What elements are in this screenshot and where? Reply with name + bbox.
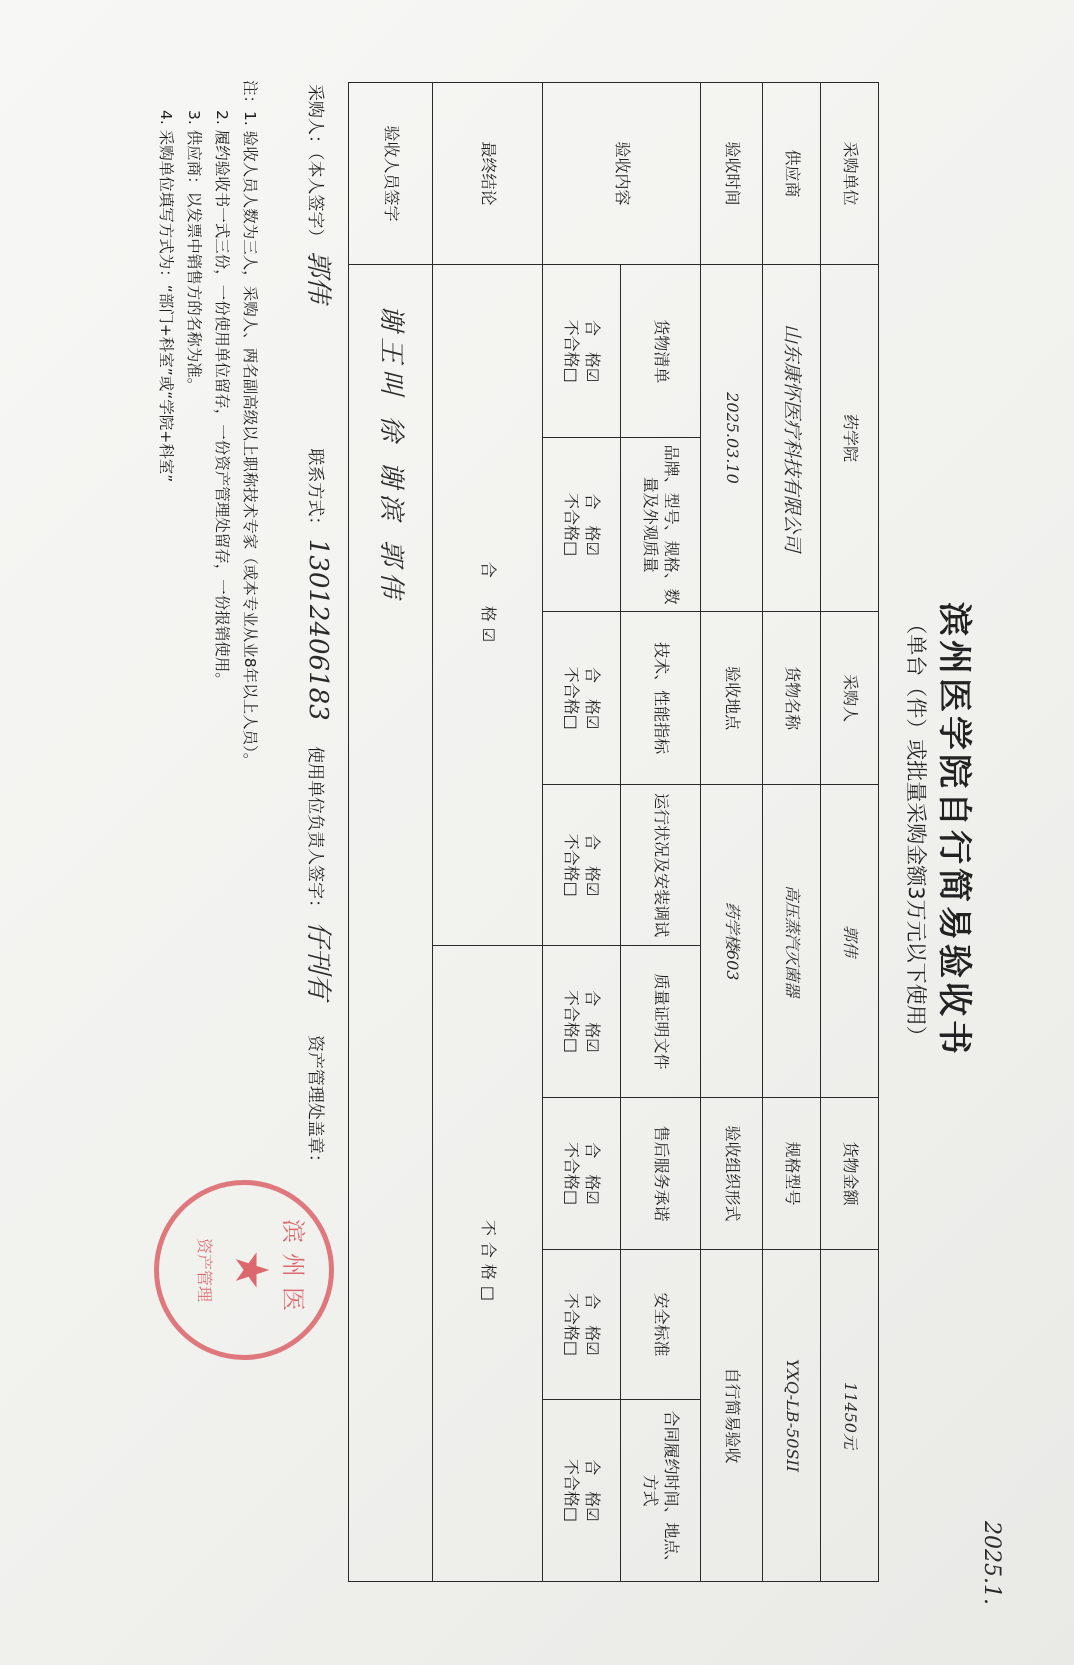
label-goods-name: 货物名称 — [763, 611, 821, 784]
label-inspector-sign: 验收人员签字 — [349, 83, 433, 265]
document-subtitle: （单台（件）或批量采购金额3万元以下使用） — [904, 613, 928, 1047]
label-accept-content: 验收内容 — [543, 83, 701, 265]
fail-checkbox: 不合格□ — [562, 989, 582, 1054]
label-goods-amount: 货物金额 — [821, 1097, 879, 1249]
row-supplier — [763, 83, 821, 1582]
label-accept-time: 验收时间 — [701, 83, 763, 265]
value-accept-place: 药学楼603 — [701, 785, 763, 1098]
content-item: 安全标准 — [621, 1250, 701, 1400]
pass-checkbox: 合 格☑ — [583, 1142, 603, 1205]
acceptance-table — [348, 82, 879, 1582]
corner-mark: 2025.1. — [979, 1521, 1004, 1605]
seal-label: 资产管理 — [195, 1237, 214, 1302]
content-item: 售后服务承诺 — [621, 1097, 701, 1249]
label-purchaser: 采购人 — [821, 611, 879, 784]
pass-checkbox: 合 格☑ — [583, 1293, 603, 1356]
result-cell — [543, 611, 621, 784]
value-purchaser: 郭伟 — [821, 785, 879, 1098]
notes — [152, 80, 264, 768]
result-cell — [543, 945, 621, 1097]
value-supplier: 山东康怀医疗科技有限公司 — [763, 265, 821, 612]
label-supplier: 供应商 — [763, 83, 821, 265]
label-contact: 联系方式： — [305, 448, 325, 534]
row-content-items — [621, 83, 701, 1582]
note-line: 2. 履约验收书一式三份，一份使用单位留存，一份资产管理处留存，一份报销使用。 — [213, 110, 231, 688]
fail-checkbox: 不合格□ — [562, 319, 582, 383]
note-line: 4. 采购单位填写方式为：“部门+科室”或“学院+科室” — [157, 110, 175, 483]
value-inspectors: 谢王叫 徐 谢滨 郭伟 — [349, 265, 433, 1582]
label-asset-stamp: 资产管理处盖章： — [305, 1034, 325, 1171]
row-content-results — [543, 83, 621, 1582]
value-accept-time: 2025.03.10 — [701, 265, 763, 612]
row-inspector-sign — [349, 83, 433, 1582]
pass-checkbox: 合 格☑ — [583, 666, 603, 730]
value-purchaser-signature: 郭伟 — [303, 250, 333, 303]
conclusion-pass: 合 格☑ — [433, 265, 543, 946]
fail-checkbox: 不合格□ — [562, 666, 582, 730]
note-line: 3. 供应商：以发票中销售方的名称为准。 — [185, 110, 203, 394]
pass-checkbox: 合 格☑ — [583, 833, 603, 897]
label-spec-model: 规格型号 — [763, 1097, 821, 1249]
fail-checkbox: 不合格□ — [562, 1292, 582, 1357]
seal-ring-text: 滨州医 — [279, 1219, 307, 1321]
row-purchase-unit — [821, 83, 879, 1582]
content-item: 货物清单 — [621, 265, 701, 438]
result-cell — [543, 265, 621, 438]
result-cell — [543, 438, 621, 611]
content-item: 技术、性能指标 — [621, 611, 701, 784]
fail-checkbox: 不合格□ — [562, 833, 582, 897]
value-goods-name: 高压蒸汽灭菌器 — [763, 785, 821, 1098]
content-item: 合同履约时间、地点、方式 — [621, 1399, 701, 1581]
value-contact-phone: 13012406183 — [303, 538, 333, 721]
value-accept-org-form: 自行简易验收 — [701, 1250, 763, 1582]
fail-checkbox: 不合格□ — [562, 493, 582, 557]
pass-checkbox: 合 格☑ — [583, 990, 603, 1053]
label-final-conclusion: 最终结论 — [433, 83, 543, 265]
row-final-conclusion — [433, 83, 543, 1582]
conclusion-fail: 不合格□ — [433, 945, 543, 1581]
value-goods-amount: 11450元 — [821, 1250, 879, 1582]
star-icon: ★ — [225, 1249, 279, 1291]
fail-checkbox: 不合格□ — [562, 1141, 582, 1206]
pass-checkbox: 合 格☑ — [583, 1459, 603, 1522]
content-item: 质量证明文件 — [621, 945, 701, 1097]
note-line: 注：1. 验收人员人数为三人，采购人、两名副高级以上职称技术专家（或本专业从业8年以上人员）。 — [241, 80, 259, 769]
pass-checkbox: 合 格☑ — [583, 493, 603, 556]
label-accept-place: 验收地点 — [701, 611, 763, 784]
row-accept-time — [701, 83, 763, 1582]
result-cell — [543, 1097, 621, 1249]
content-item: 运行状况及安装调试 — [621, 785, 701, 946]
result-cell — [543, 1250, 621, 1400]
label-unit-head-sign: 使用单位负责人签字： — [305, 746, 325, 917]
value-spec-model: YXQ-LB-50SII — [763, 1250, 821, 1582]
pass-checkbox: 合 格☑ — [583, 320, 603, 383]
value-unit-head-signature: 仔刊有 — [303, 921, 333, 1000]
result-cell — [543, 785, 621, 946]
official-seal — [154, 1180, 334, 1360]
value-purchase-unit: 药学院 — [821, 265, 879, 612]
label-purchase-unit: 采购单位 — [821, 83, 879, 265]
content-item: 品牌、型号、规格、数量及外观质量 — [621, 438, 701, 611]
document-title: 滨州医学院自行简易验收书 — [934, 602, 974, 1058]
fail-checkbox: 不合格□ — [562, 1458, 582, 1523]
label-accept-org-form: 验收组织形式 — [701, 1097, 763, 1249]
result-cell — [543, 1399, 621, 1581]
signature-line — [302, 84, 339, 1171]
label-purchaser-sign: 采购人：（本人签字） — [305, 84, 325, 246]
